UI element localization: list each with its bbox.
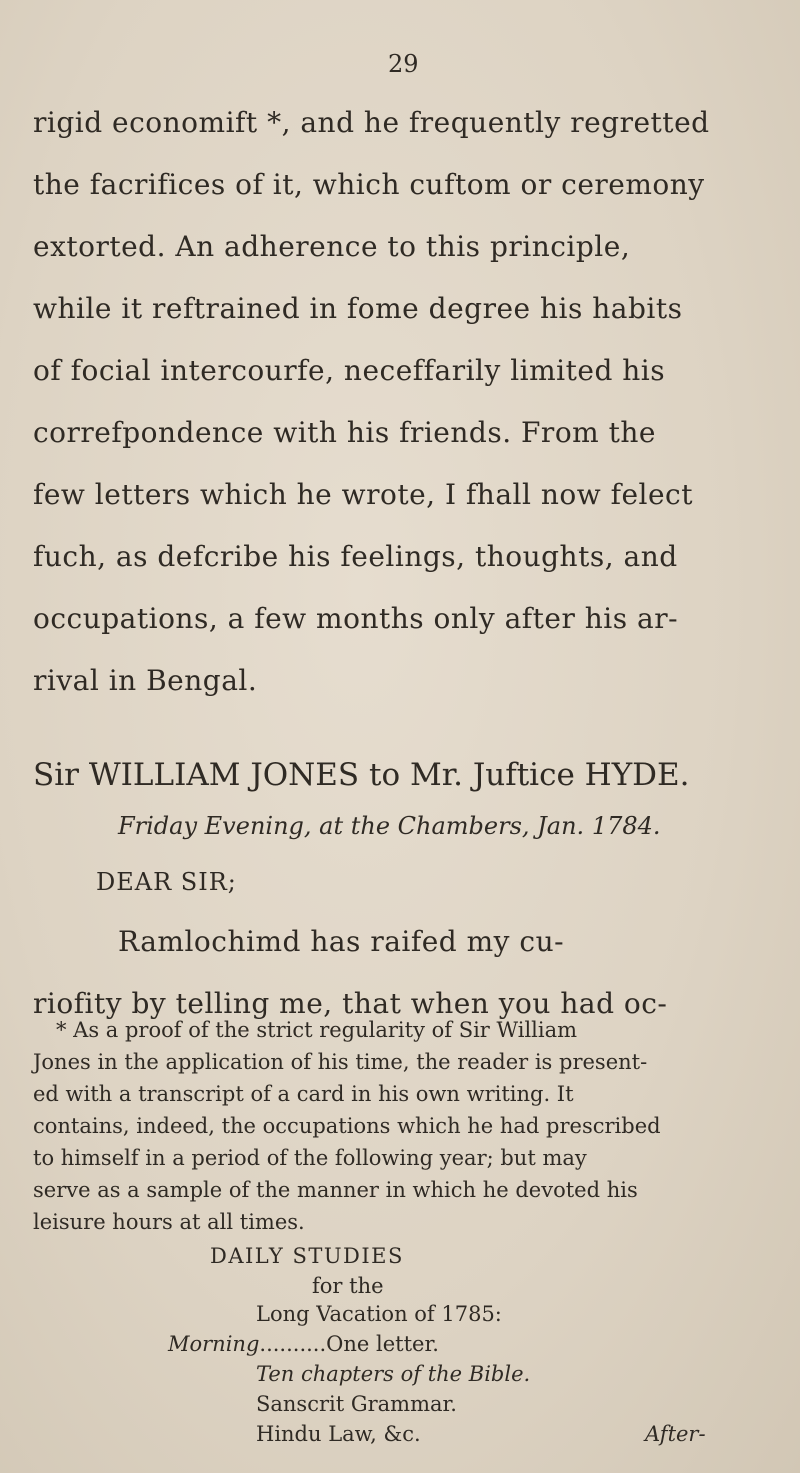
body-line: rigid economift *, and he frequently regretted — [33, 106, 710, 139]
card-subtitle-year: Long Vacation of 1785: — [256, 1302, 502, 1326]
card-item: Hindu Law, &c. — [256, 1422, 421, 1446]
footnote-line: to himself in a period of the following year; but may — [33, 1146, 587, 1170]
body-line: of focial intercourfe, neceffarily limited his — [33, 354, 666, 387]
card-morning-item: One letter. — [326, 1332, 439, 1356]
card-morning-row — [168, 1332, 439, 1356]
card-morning-label: Morning — [168, 1332, 260, 1356]
body-line: occupations, a few months only after his ar- — [33, 602, 679, 635]
catchword: After- — [645, 1422, 706, 1446]
footnote-line: leisure hours at all times. — [33, 1210, 305, 1234]
body-line: while it reftrained in fome degree his habits — [33, 292, 683, 325]
body-line: rival in Bengal. — [33, 664, 258, 697]
card-item: Sanscrit Grammar. — [256, 1392, 457, 1416]
letter-line: Ramlochimd has raifed my cu- — [118, 925, 565, 958]
body-line: correfpondence with his friends. From the — [33, 416, 656, 449]
page-number: 29 — [388, 50, 419, 78]
footnote-line: contains, indeed, the occupations which he had prescribed — [33, 1114, 661, 1138]
body-line: the facrifices of it, which cuftom or ceremony — [33, 168, 705, 201]
card-title: DAILY STUDIES — [210, 1244, 404, 1268]
footnote-line: Jones in the application of his time, the reader is present- — [33, 1050, 648, 1074]
card-morning-leader: .......... — [259, 1332, 327, 1356]
body-line: fuch, as defcribe his feelings, thoughts, and — [33, 540, 678, 573]
letter-dateline: Friday Evening, at the Chambers, Jan. 1784. — [118, 812, 661, 840]
card-subtitle: for the — [312, 1274, 384, 1298]
body-line: extorted. An adherence to this principle, — [33, 230, 631, 263]
footnote-line: serve as a sample of the manner in which he devoted his — [33, 1178, 638, 1202]
letter-salutation: DEAR SIR; — [96, 868, 237, 896]
body-line: few letters which he wrote, I fhall now felect — [33, 478, 693, 511]
card-item: Ten chapters of the Bible. — [256, 1362, 531, 1386]
letter-line: riofity by telling me, that when you had oc- — [33, 987, 668, 1020]
letter-heading: Sir WILLIAM JONES to Mr. Juftice HYDE. — [33, 757, 690, 793]
footnote-line: * As a proof of the strict regularity of Sir William — [56, 1018, 578, 1042]
footnote-line: ed with a transcript of a card in his own writing. It — [33, 1082, 574, 1106]
